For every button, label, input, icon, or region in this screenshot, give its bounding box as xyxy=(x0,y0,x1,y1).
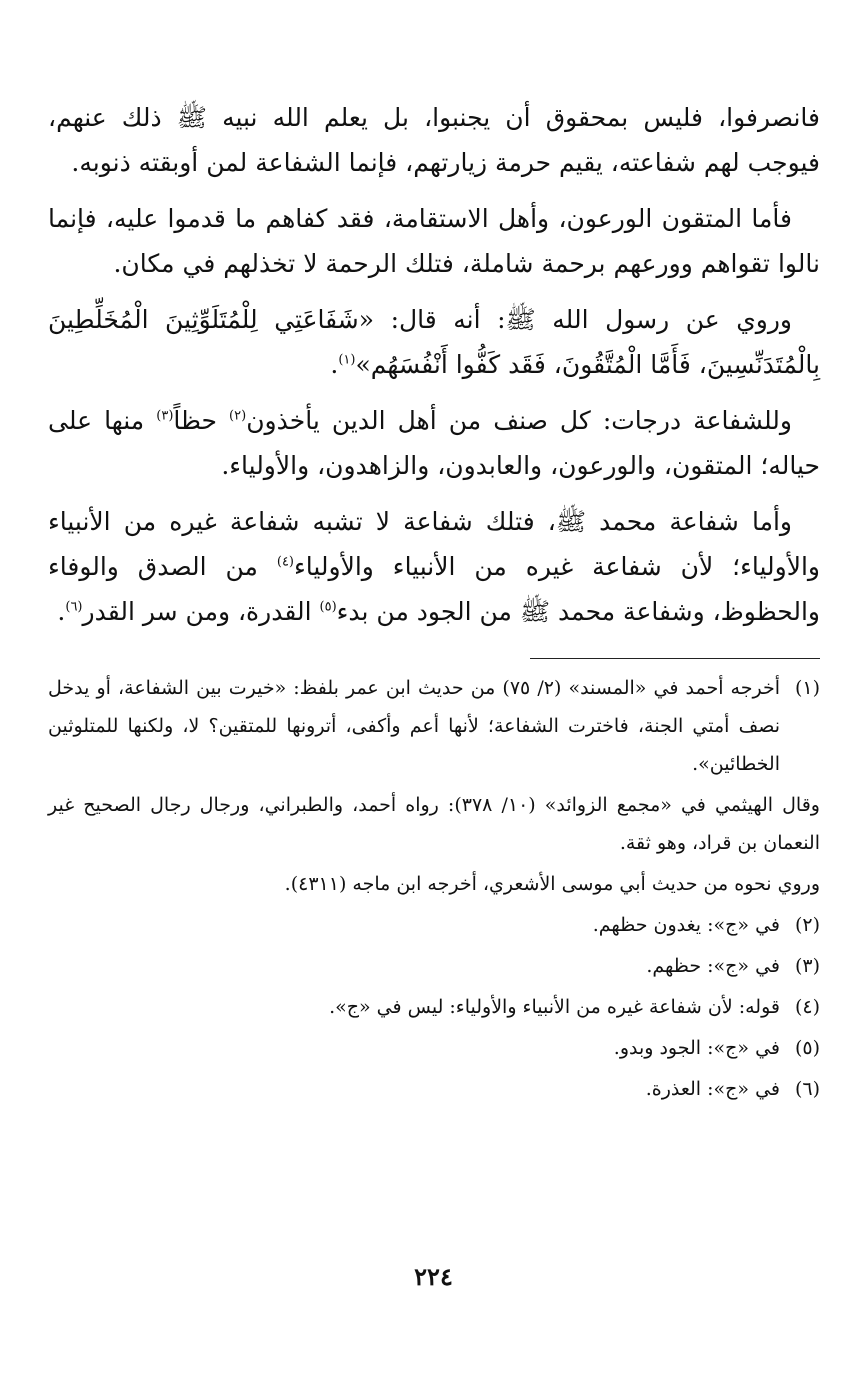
footnote-text: في «ج»: الجود وبدو. xyxy=(613,1037,780,1059)
footnote-number: (٤) xyxy=(794,996,820,1018)
footnote-2 xyxy=(48,906,820,944)
footnotes xyxy=(48,669,820,1108)
paragraph-5-text-d: . xyxy=(57,597,66,626)
footnote-number: (٢) xyxy=(794,914,820,936)
paragraph-5 xyxy=(48,499,820,634)
paragraph-4 xyxy=(48,398,820,488)
paragraph-4-text-c: منها على حياله؛ المتقون، والورعون، والعابدون، والزاهدون، والأولياء. xyxy=(48,406,820,480)
footnote-ref-3[interactable]: (٣) xyxy=(156,408,174,424)
main-text xyxy=(48,95,820,634)
paragraph-4-text-b: حظاً xyxy=(173,406,230,435)
footnote-ref-2[interactable]: (٢) xyxy=(229,408,247,424)
footnote-number: (٥) xyxy=(794,1037,820,1059)
paragraph-4-text-a: وللشفاعة درجات: كل صنف من أهل الدين يأخذون xyxy=(246,406,792,435)
footnote-1-continuation-2: وروي نحوه من حديث أبي موسى الأشعري، أخرجه ابن ماجه (٤٣١١). xyxy=(284,873,820,895)
footnote-number: (١) xyxy=(794,677,820,699)
footnote-1-continuation-1: وقال الهيثمي في «مجمع الزوائد» (١٠/ ٣٧٨): رواه أحمد، والطبراني، ورجال رجال الصحيح غير النعمان بن قراد، وهو ثقة. xyxy=(48,794,820,854)
footnote-ref-4[interactable]: (٤) xyxy=(276,554,294,570)
paragraph-2: فأما المتقون الورعون، وأهل الاستقامة، فقد كفاهم ما قدموا عليه، فإنما نالوا تقواهم وورعهم برحمة شاملة، فتلك الرحمة لا تخذلهم في مكان. xyxy=(48,204,820,278)
footnote-number: (٣) xyxy=(794,955,820,977)
footnote-1 xyxy=(48,669,820,783)
footnote-text: في «ج»: يغدون حظهم. xyxy=(592,914,780,936)
paragraph-5-text-a: وأما شفاعة محمد ﷺ، فتلك شفاعة لا تشبه شفاعة غيره من الأنبياء والأولياء؛ لأن شفاعة غيره من الأنبياء والأولياء xyxy=(48,507,820,581)
footnote-6 xyxy=(48,1070,820,1108)
paragraph-3-end: . xyxy=(330,350,339,379)
paragraph-1: فانصرفوا، فليس بمحقوق أن يجنبوا، بل يعلم الله نبيه ﷺ ذلك عنهم، فيوجب لهم شفاعته، يقيم حرمة زيارتهم، فإنما الشفاعة لمن أوبقته ذنوبه. xyxy=(48,103,820,177)
paragraph-5-text-c: القدرة، ومن سر القدر xyxy=(82,597,320,626)
footnote-5 xyxy=(48,1029,820,1067)
footnote-text: قوله: لأن شفاعة غيره من الأنبياء والأولياء: ليس في «ج». xyxy=(329,996,780,1018)
document-page xyxy=(48,95,820,1111)
footnote-4 xyxy=(48,988,820,1026)
footnote-text: في «ج»: حظهم. xyxy=(646,955,780,977)
footnote-ref-6[interactable]: (٦) xyxy=(65,599,83,615)
footnote-text: أخرجه أحمد في «المسند» (٢/ ٧٥) من حديث ابن عمر بلفظ: «خيرت بين الشفاعة، أو يدخل نصف أمتي الجنة، فاخترت الشفاعة؛ لأنها أعم وأكفى، أترونها للمتقين؟ لا، ولكنها للمتلوثين الخطائين». xyxy=(48,677,780,775)
paragraph-3 xyxy=(48,297,820,387)
paragraph-5-text-b: من الصدق والوفاء والحظوظ، وشفاعة محمد ﷺ من الجود من بدء xyxy=(48,552,820,626)
footnote-3 xyxy=(48,947,820,985)
footnote-number: (٦) xyxy=(794,1078,820,1100)
footnote-ref-5[interactable]: (٥) xyxy=(319,599,337,615)
page-number: ٢٢٤ xyxy=(414,1262,453,1291)
paragraph-3-text: وروي عن رسول الله ﷺ: أنه قال: «شَفَاعَتِي لِلْمُتَلَوِّثِينَ الْمُخَلِّطِينَ بِالْمُتَدَنِّسِينَ، فَأَمَّا الْمُتَّقُونَ، فَقَد كَفُّوا أَنْفُسَهُم» xyxy=(48,305,820,379)
footnote-text: في «ج»: العذرة. xyxy=(645,1078,780,1100)
footnote-divider xyxy=(530,658,820,659)
footnote-ref-1[interactable]: (١) xyxy=(338,352,356,368)
